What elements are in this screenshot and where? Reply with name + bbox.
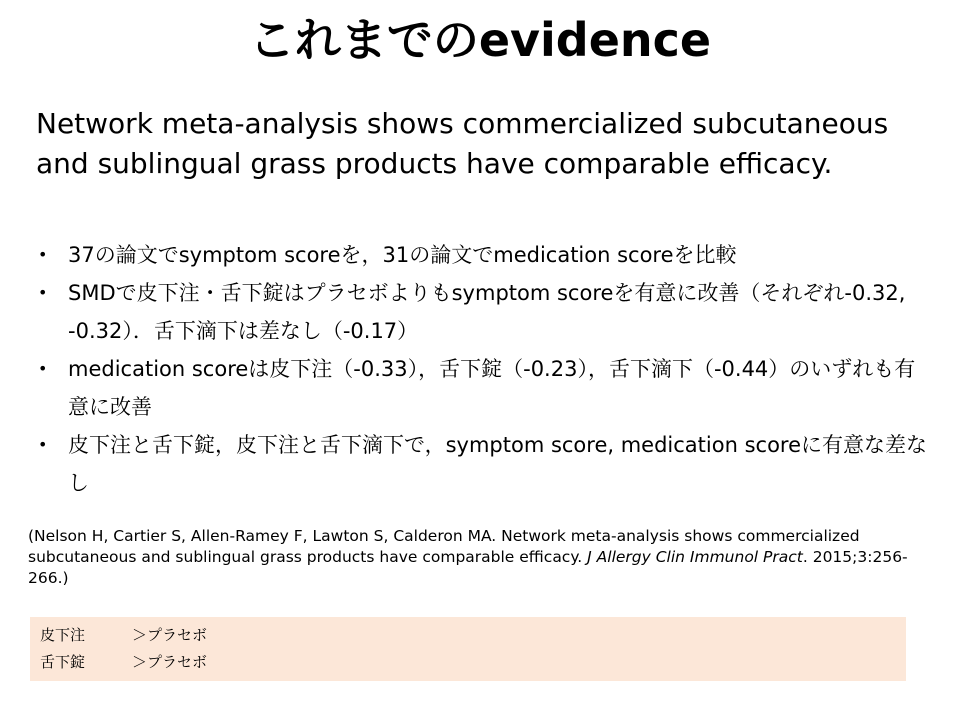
bullet-text: medication scoreは皮下注（-0.33），舌下錠（-0.23），舌下滴下（-0.44）のいずれも有意に改善 (68, 357, 916, 419)
slide-title: これまでのevidence (248, 13, 712, 67)
bullet-item (36, 426, 936, 502)
bullet-text: 皮下注と舌下錠，皮下注と舌下滴下で，symptom score, medication scoreに有意な差なし (68, 433, 928, 495)
summary-relation: ＞プラセボ (132, 653, 208, 671)
bullet-list (36, 236, 936, 502)
citation-details: . 2015;3:256-266.) (28, 548, 908, 587)
bullet-item (36, 350, 936, 426)
bullet-text: 37の論文でsymptom scoreを，31の論文でmedication scoreを比較 (68, 243, 737, 267)
citation (28, 526, 918, 589)
summary-row (40, 652, 207, 672)
summary-box (30, 617, 906, 681)
bullet-dot-icon: • (38, 245, 48, 264)
bullet-text: SMDで皮下注・舌下錠はプラセボよりもsymptom scoreを有意に改善（それぞれ-0.32, -0.32）．舌下滴下は差なし（-0.17） (68, 281, 906, 343)
summary-term: 舌下錠 (40, 653, 86, 671)
citation-journal: J Allergy Clin Immunol Pract (587, 548, 803, 566)
bullet-dot-icon: • (38, 359, 48, 378)
citation-text: (Nelson H, Cartier S, Allen-Ramey F, Lawton S, Calderon MA. Network meta-analysis shows commercialized subcutaneous and sublingual grass products have comparable efficacy. (28, 527, 860, 566)
slide-subtitle: Network meta-analysis shows commercialized subcutaneous and sublingual grass products have comparable efficacy. (36, 107, 889, 180)
bullet-item (36, 274, 936, 350)
bullet-dot-icon: • (38, 283, 48, 302)
summary-row (40, 625, 207, 645)
summary-term: 皮下注 (40, 626, 86, 644)
bullet-dot-icon: • (38, 435, 48, 454)
bullet-item (36, 236, 936, 274)
summary-relation: ＞プラセボ (132, 626, 208, 644)
